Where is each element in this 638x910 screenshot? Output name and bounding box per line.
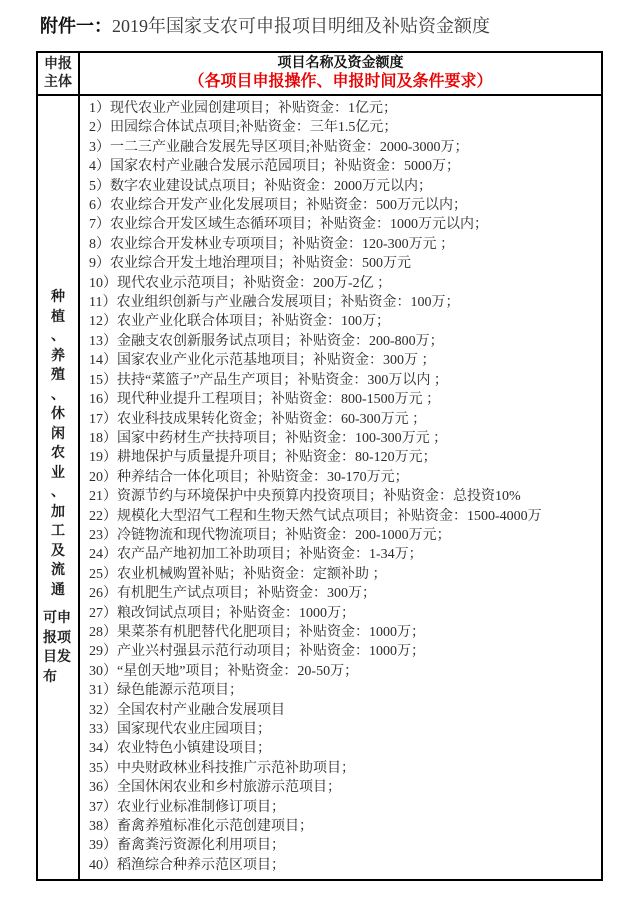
subject-header-cell — [38, 53, 80, 94]
project-row: 25）农业机械购置补贴；补贴资金：定额补助 ； — [89, 566, 387, 582]
project-header-subtitle: （各项目申报操作、申报时间及条件要求） — [188, 73, 493, 90]
project-row: 4）国家农村产业融合发展示范园项目；补贴资金：5000万； — [89, 159, 460, 175]
project-row: 36）全国休闲农业和乡村旅游示范项目； — [89, 780, 341, 796]
page — [0, 15, 638, 881]
project-row: 38）畜禽养殖标准化示范创建项目； — [89, 819, 313, 835]
project-row: 26）有机肥生产试点项目；补贴资金：300万； — [89, 586, 376, 602]
project-row: 12）农业产业化联合体项目；补贴资金：100万； — [89, 314, 390, 330]
project-row: 15）扶持“菜篮子”产品生产项目；补贴资金：300万以内 ； — [89, 372, 448, 388]
project-row: 24）农产品产地初加工补助项目；补贴资金：1-34万； — [89, 547, 423, 563]
subject-vertical-text-2: 可申报项目发布 — [43, 611, 71, 685]
project-row: 10）现代农业示范项目；补贴资金：200万-2亿 ； — [89, 275, 392, 291]
table-header-row — [38, 53, 601, 96]
project-row: 29）产业兴村强县示范行动项目；补贴资金：1000万； — [89, 644, 425, 660]
project-header-cell — [80, 53, 601, 94]
project-row: 20）种养结合一体化项目；补贴资金：30-170万元； — [89, 469, 409, 485]
subject-header-label: 申报主体 — [44, 56, 72, 90]
project-row: 14）国家农业产业化示范基地项目；补贴资金：300万 ； — [89, 353, 436, 369]
project-row: 13）金融支农创新服务试点项目；补贴资金：200-800万； — [89, 333, 444, 349]
project-row: 19）耕地保护与质量提升项目；补贴资金：80-120万元； — [89, 450, 437, 466]
project-row: 16）现代种业提升工程项目；补贴资金：800-1500万元 ； — [89, 392, 441, 408]
document-title — [40, 15, 638, 38]
subject-vertical-text: 种植、养殖、休闲农业、加工及流通 — [51, 290, 65, 598]
project-row: 32）全国农村产业融合发展项目 — [89, 702, 285, 718]
project-row: 7）农业综合开发区域生态循环项目；补贴资金：1000万元以内； — [89, 217, 488, 233]
project-row: 8）农业综合开发林业专项项目；补贴资金：120-300万元 ； — [89, 236, 455, 252]
subsidy-projects-table — [36, 51, 603, 881]
project-list — [80, 96, 601, 879]
project-row: 22）规模化大型沼气工程和生物天然气试点项目；补贴资金：1500-4000万 — [89, 508, 542, 524]
project-row: 3）一二三产业融合发展先导区项目;补贴资金：2000-3000万； — [89, 139, 469, 155]
project-row: 34）农业特色小镇建设项目； — [89, 741, 271, 757]
project-row: 6）农业综合开发产业化发展项目；补贴资金：500万元以内； — [89, 198, 467, 214]
project-row: 11）农业组织创新与产业融合发展项目；补贴资金：100万； — [89, 295, 460, 311]
project-row: 33）国家现代农业庄园项目； — [89, 722, 271, 737]
project-row: 28）果菜茶有机肥替代化肥项目；补贴资金：1000万； — [89, 624, 425, 640]
table-body-row — [38, 96, 601, 879]
project-row: 30）“星创天地”项目；补贴资金：20-50万； — [89, 663, 359, 679]
project-row: 18）国家中药材生产扶持项目；补贴资金：100-300万元 ； — [89, 430, 448, 446]
project-row: 9）农业综合开发土地治理项目；补贴资金：500万元 — [89, 256, 411, 272]
project-row: 23）冷链物流和现代物流项目；补贴资金：200-1000万元； — [89, 527, 451, 543]
project-row: 5）数字农业建设试点项目；补贴资金：2000万元以内； — [89, 178, 432, 194]
project-row: 1）现代农业产业园创建项目；补贴资金：1亿元； — [89, 101, 397, 116]
attachment-label: 附件一： — [40, 16, 112, 36]
project-row: 17）农业科技成果转化资金；补贴资金：60-300万元 ； — [89, 411, 427, 427]
project-header-title: 项目名称及资金额度 — [277, 56, 404, 71]
project-row: 37）农业行业标准制修订项目； — [89, 799, 285, 815]
project-row: 39）畜禽粪污资源化利用项目； — [89, 838, 285, 854]
project-row: 2）田园综合体试点项目;补贴资金：三年1.5亿元； — [89, 120, 398, 136]
project-row: 40）稻渔综合种养示范区项目； — [89, 857, 285, 873]
project-row: 21）资源节约与环境保护中央预算内投资项目；补贴资金：总投资10% — [89, 489, 521, 505]
project-row: 31）绿色能源示范项目； — [89, 683, 243, 699]
project-row: 27）粮改饲试点项目；补贴资金：1000万； — [89, 605, 355, 621]
title-text: 2019年国家支农可申报项目明细及补贴资金额度 — [112, 16, 490, 36]
project-row: 35）中央财政林业科技推广示范补助项目； — [89, 760, 355, 776]
subject-cell — [38, 96, 80, 879]
